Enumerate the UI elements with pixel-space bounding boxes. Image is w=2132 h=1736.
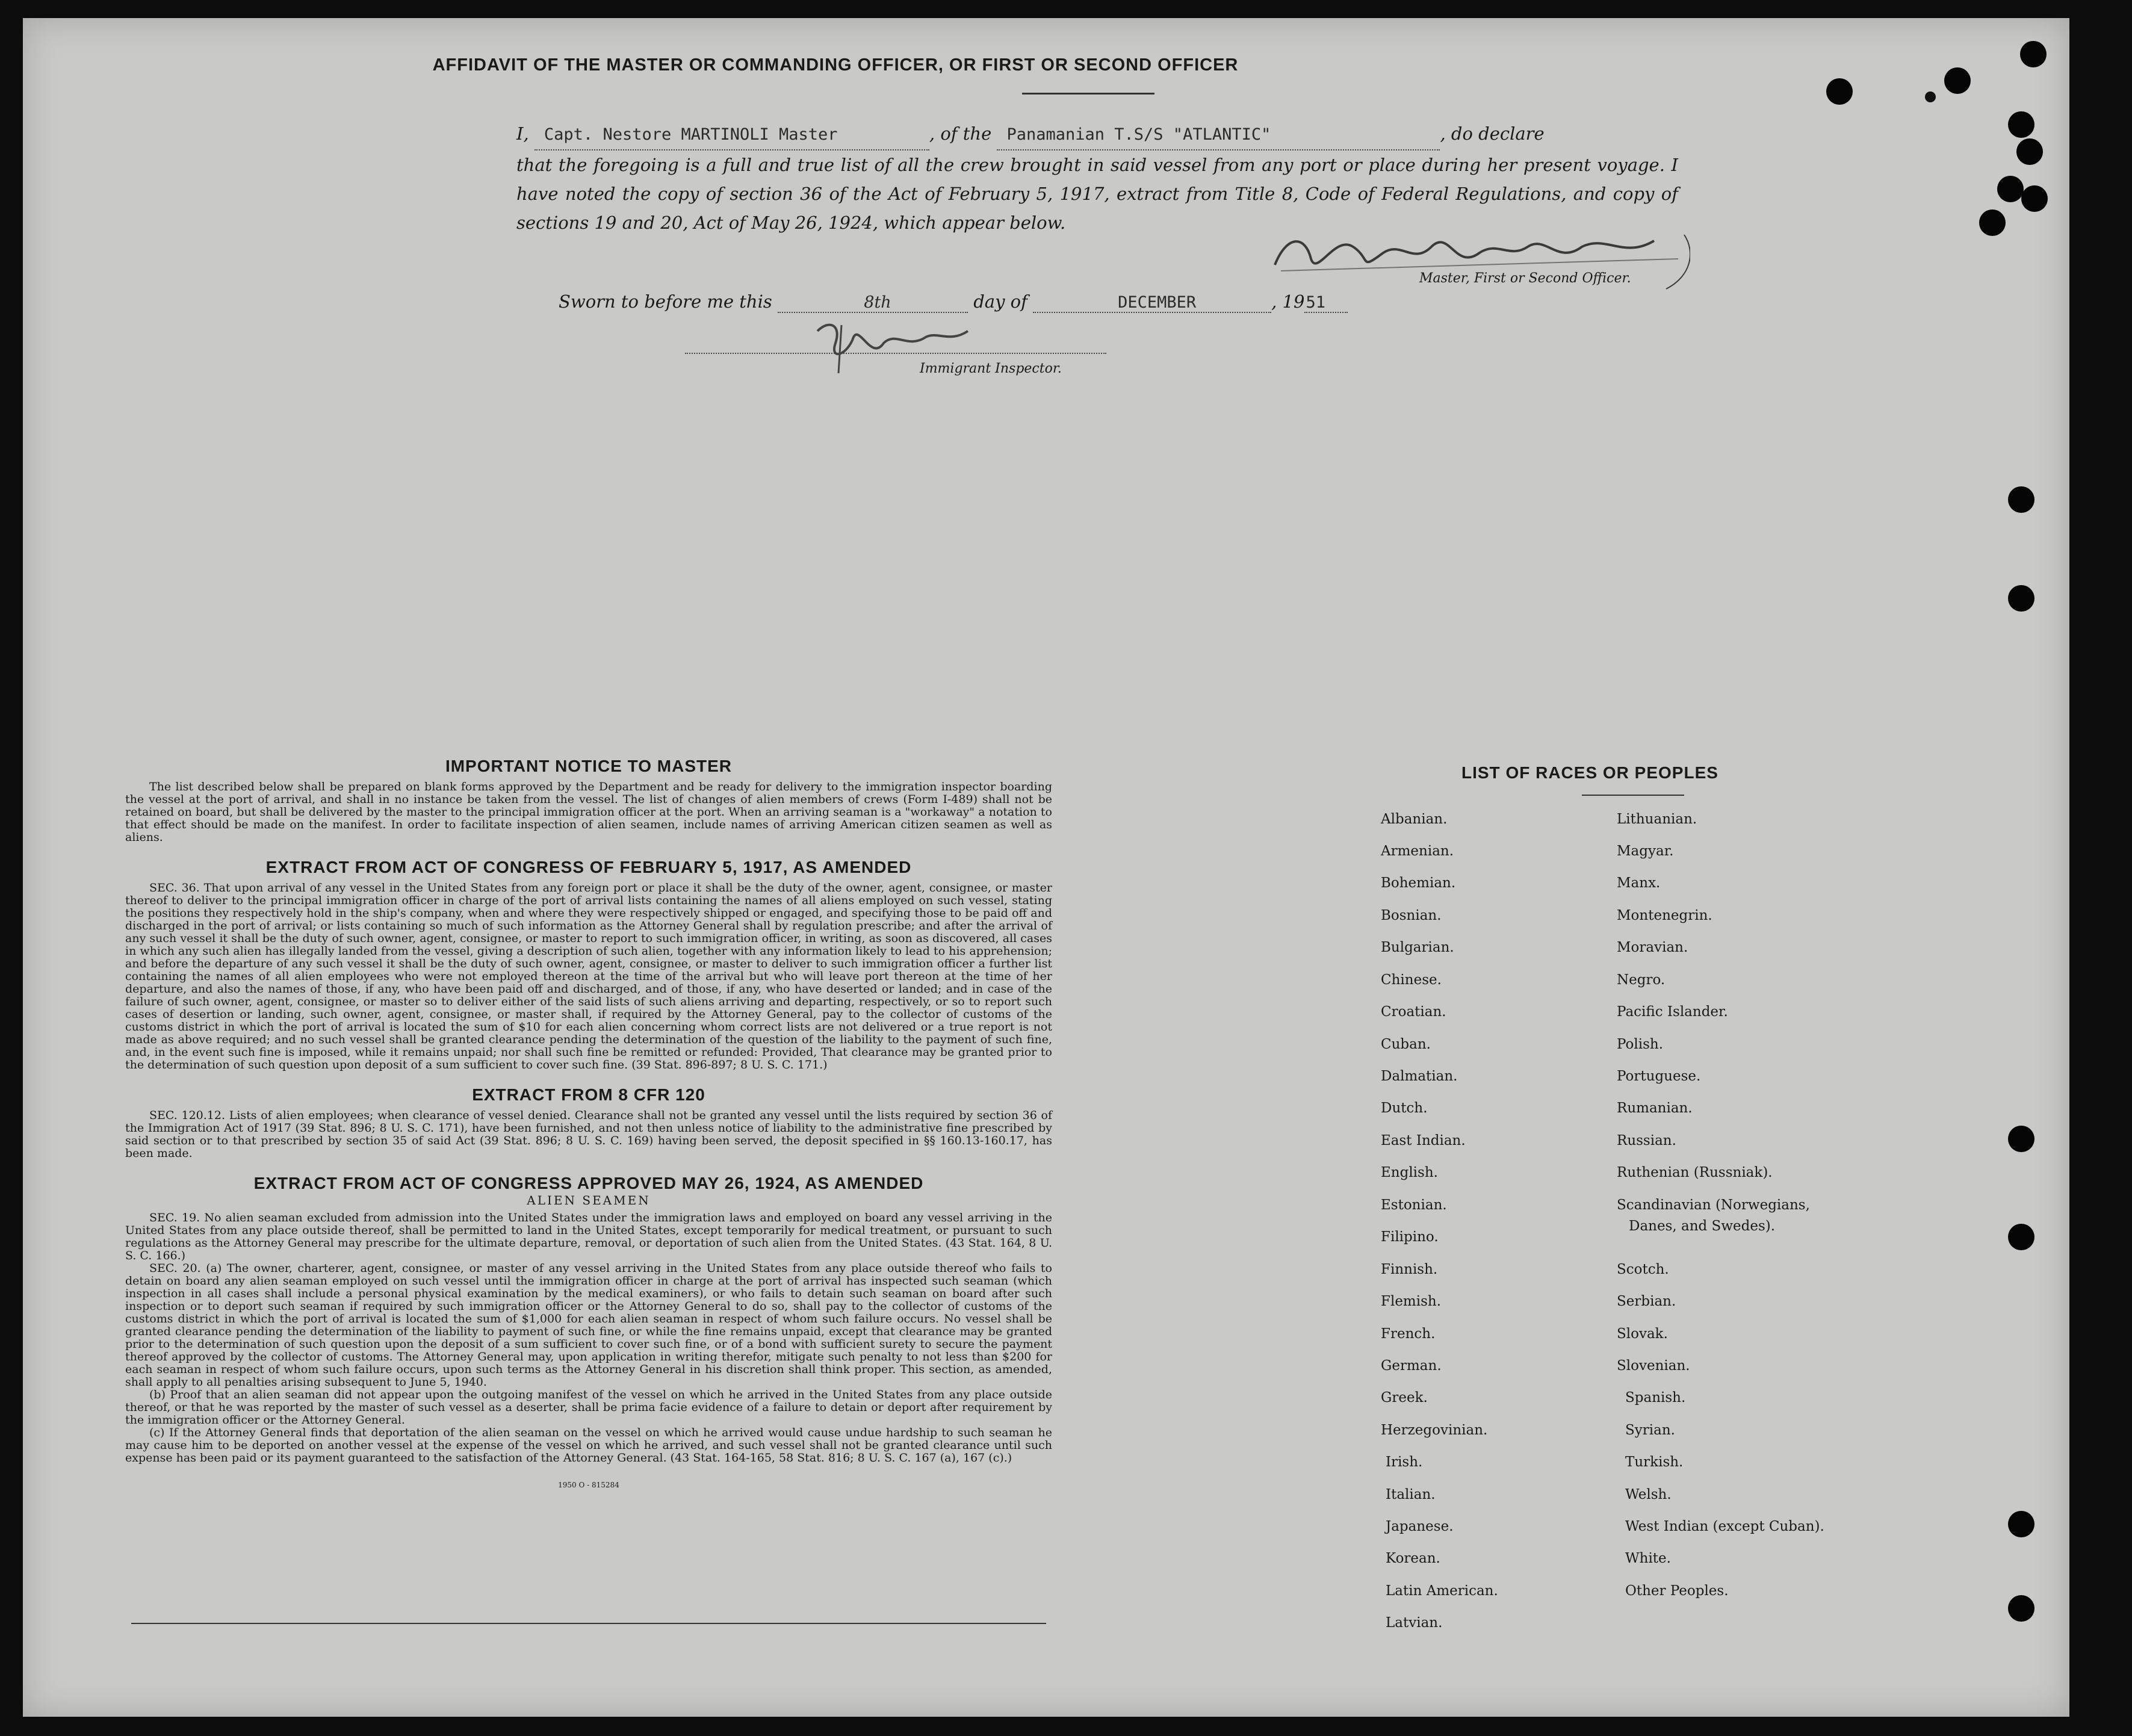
punch-hole [2008,1126,2034,1152]
inspector-caption: Immigrant Inspector. [920,361,1062,376]
race-item: Danes, and Swedes). [1629,1218,1776,1234]
race-item: East Indian. [1381,1133,1466,1149]
race-item: Scandinavian (Norwegians, [1617,1197,1810,1213]
punch-hole [2008,585,2034,612]
race-item: Ruthenian (Russniak). [1617,1165,1773,1180]
race-item: Lithuanian. [1617,811,1697,827]
race-item: Cuban. [1381,1037,1431,1052]
race-item: Rumanian. [1617,1100,1693,1116]
race-item: Magyar. [1617,843,1674,859]
race-item: Greek. [1381,1390,1428,1406]
document-page [23,18,2069,1717]
race-item: Spanish. [1625,1390,1686,1406]
race-item: Welsh. [1625,1487,1672,1502]
extract2-text: SEC. 120.12. Lists of alien employees; when clearance of vessel denied. Clearance shall not be granted any vessel until the lists required by section 36 of the Immigration Act of 1917 (39 Stat. 896; 8 U. S. C. 171), have been furnished, and not then unless notice of liability to the administrative fine prescribed by said section or to that prescribed by section 35 of said Act (39 Stat. 896; 8 U. S. C. 169) having been served, the deposit specified in §§ 160.13-160.17, has been made. [125,1109,1052,1160]
punch-hole [2008,486,2034,513]
race-item: French. [1381,1326,1436,1342]
race-item: Croatian. [1381,1004,1446,1020]
extract3-para: SEC. 20. (a) The owner, charterer, agent, consignee, or master of any vessel arriving in the United States from any place outside thereof who fails to detain on board any alien seaman employed on such vessel until the immigration officer in charge at the port of arrival has inspected such seaman (which inspection in all cases shall include a personal physical examination by the medical examiners), or who fails to detain such seaman on board after such inspection or to deport such seaman if required by such immigration officer or the Attorney General to do so, shall pay to the collector of customs of the customs district in which the port of arrival is located the sum of $1,000 for each alien seaman in respect of whom such failure occurs. No vessel shall be granted clearance pending the determination of the liability to payment of such fine, or while the fine remains unpaid, except that clearance may be granted prior to the determination of such question upon the deposit of a sum sufficient to cover such fine, or of a bond with sufficient surety to secure the payment thereof approved by the collector of customs. The Attorney General may, upon application in writing therefor, mitigate such penalty to not less than $200 for each seaman in respect of whom such failure occurs, upon such terms as the Attorney General in his discretion shall think proper. This section, as amended, shall apply to all penalties arising subsequent to June 5, 1940. [125,1262,1052,1389]
race-item: Negro. [1617,972,1666,988]
bottom-rule [131,1623,1046,1624]
races-title: LIST OF RACES OR PEOPLES [1461,763,1718,782]
extract3-para: (b) Proof that an alien seaman did not appear upon the outgoing manifest of the vessel on which he arrived in the United States from any place outside thereof, or that he was reported by the master of such vessel as a deserter, shall be prima facie evidence of a failure to detain or deport after requirement by the immigration officer or the Attorney General. [125,1388,1052,1427]
extract3-para: (c) If the Attorney General finds that deportation of the alien seaman on the vessel on which he arrived would cause undue hardship to such seaman he may cause him to be deported on another vessel at the expense of the vessel on which he arrived, and such vessel shall not be granted clearance until such expense has been paid or its payment guaranteed to the satisfaction of the Attorney General. (43 Stat. 164-165, 58 Stat. 816; 8 U. S. C. 167 (a), 167 (c).) [125,1426,1052,1465]
of-the-label: , of the [929,123,992,144]
race-item: Manx. [1617,875,1661,891]
race-item: Korean. [1386,1551,1440,1566]
notice-text: The list described below shall be prepared on blank forms approved by the Department and be ready for delivery to the immigration inspector boarding the vessel at the port of arrival, and shall in no instance be taken from the vessel. The list of changes of alien members of crews (Form I-489) shall not be retained on board, but shall be delivered by the master to the principal immigration officer at the port. When an arriving seaman is a "workaway" a notation to that effect should be made on the manifest. In order to facilitate inspection of alien seamen, include names of arriving American citizen seamen as well as aliens. [125,780,1052,844]
race-item: Italian. [1386,1487,1436,1502]
race-item: Armenian. [1381,843,1454,859]
inspector-rule [685,353,1106,354]
race-item: Slovak. [1617,1326,1668,1342]
race-item: Bohemian. [1381,875,1456,891]
race-item: Estonian. [1381,1197,1447,1213]
race-item: English. [1381,1165,1438,1180]
punch-hole [1944,67,1971,94]
race-item: Irish. [1386,1454,1423,1470]
race-item: Syrian. [1625,1422,1675,1438]
extract3-title: EXTRACT FROM ACT OF CONGRESS APPROVED MAY 26, 1924, AS AMENDED [253,1174,924,1192]
race-item: White. [1625,1551,1671,1566]
race-item: Serbian. [1617,1294,1676,1309]
race-item: Bosnian. [1381,908,1442,923]
race-item: Latvian. [1386,1615,1443,1631]
extract3-subtitle: ALIEN SEAMEN [527,1193,651,1207]
do-declare-label: , do declare [1440,123,1545,144]
race-item: Herzegovinian. [1381,1422,1488,1438]
race-item: German. [1381,1358,1442,1374]
race-item: Turkish. [1625,1454,1684,1470]
punch-hole [2008,1224,2034,1250]
race-item: Dutch. [1381,1100,1428,1116]
master-caption: Master, First or Second Officer. [1419,271,1631,286]
punch-hole [2021,185,2048,212]
race-item: Albanian. [1381,811,1448,827]
race-item: Pacific Islander. [1617,1004,1728,1020]
race-item: Russian. [1617,1133,1676,1149]
race-item: Dalmatian. [1381,1068,1458,1084]
punch-hole [2016,138,2043,165]
year-prefix: , 19 [1271,291,1305,312]
races-rule [1582,795,1684,796]
race-item: Finnish. [1381,1262,1438,1277]
day-of-label: day of [973,291,1027,312]
extract1-title: EXTRACT FROM ACT OF CONGRESS OF FEBRUARY 5, 1917, AS AMENDED [265,858,912,876]
heading-rule [1022,93,1154,95]
punch-hole [2008,1511,2034,1537]
race-item: Filipino. [1381,1229,1439,1245]
punch-hole [2008,111,2034,138]
punch-hole [2008,1595,2034,1622]
race-item: Polish. [1617,1037,1664,1052]
declaration-body: that the foregoing is a full and true list of all the crew brought in said vessel from any port or place during her present voyage. I have noted the copy of section 36 of the Act of February 5, 1917, extract from Title 8, Code of Federal Regulations, and copy of sections 19 and 20, Act of May 26, 1924, which appear below. [516,155,1678,233]
notice-column [125,757,1052,1492]
race-item: Flemish. [1381,1294,1442,1309]
ink-speck [1925,91,1936,102]
notice-title: IMPORTANT NOTICE TO MASTER [445,757,733,775]
race-item: Slovenian. [1617,1358,1690,1374]
race-item: Chinese. [1381,972,1442,988]
sworn-day-field[interactable]: 8th [778,293,968,313]
race-item: West Indian (except Cuban). [1625,1519,1824,1534]
punch-hole [2020,41,2047,67]
race-item: Bulgarian. [1381,940,1454,955]
race-item: Moravian. [1617,940,1688,955]
extract1-text: SEC. 36. That upon arrival of any vessel in the United States from any foreign port or place it shall be the duty of the owner, agent, consignee, or master thereof to deliver to the principal immigration officer in charge of the port of arrival lists containing the names of all aliens employed on such vessel, stating the positions they respectively hold in the ship's company, when and where they were respectively shipped or engaged, and specifying those to be paid off and discharged in the port of arrival; or lists containing so much of such information as the Attorney General shall by regulation prescribe; and after the arrival of any such vessel it shall be the duty of such owner, agent, consignee, or master to report to such immigration officer, in writing, as soon as discovered, all cases in which any such alien has illegally landed from the vessel, giving a description of such alien, together with any information likely to lead to his apprehension; and before the departure of any such vessel it shall be the duty of such owner, agent, consignee, or master to deliver to such immigration officer a further list containing the names of all alien employees who were not employed thereon at the time of the arrival but who will leave port thereon at the time of her departure, and also the names of those, if any, who have been paid off and discharged, and of those, if any, who have deserted or landed; and in case of the failure of such owner, agent, consignee, or master so to deliver either of the said lists of such aliens arriving and departing, respectively, or so to report such cases of desertion or landing, such owner, agent, consignee, or master shall, if required by the Attorney General, pay to the collector of customs of the customs district in which the port of arrival is located the sum of $10 for each alien concerning whom correct lists are not delivered or a true report is not made as above required; and no such vessel shall be granted clearance pending the determination of the question of the liability to the payment of such fine, and, in the event such fine is imposed, while it remains unpaid; nor shall such fine be remitted or refunded: Provided, That clearance may be granted prior to the determination of such question upon deposit of a sum sufficient to cover such fine. (39 Stat. 896-897; 8 U. S. C. 171.) [125,881,1052,1071]
extract3-para: SEC. 19. No alien seaman excluded from admission into the United States under the immigration laws and employed on board any vessel arriving in the United States from any place outside thereof, shall be permitted to land in the United States, except temporarily for medical treatment, or pursuant to such regulations as the Attorney General may prescribe for the ultimate departure, removal, or deportation of such alien from the United States. (43 Stat. 164, 8 U. S. C. 166.) [125,1211,1052,1262]
punch-hole [1979,209,2006,236]
affidavit-heading: AFFIDAVIT OF THE MASTER OR COMMANDING OFFICER, OR FIRST OR SECOND OFFICER [432,55,1239,75]
race-item: Japanese. [1386,1519,1454,1534]
race-item: Montenegrin. [1617,908,1712,923]
race-item: Portuguese. [1617,1068,1701,1084]
print-code: 1950 O - 815284 [558,1481,619,1489]
sworn-month-field[interactable]: DECEMBER [1033,293,1271,313]
extract2-title: EXTRACT FROM 8 CFR 120 [472,1085,705,1104]
punch-hole [1997,176,2024,202]
master-name-field[interactable]: Capt. Nestore MARTINOLI Master [535,120,929,150]
race-item: Other Peoples. [1625,1583,1729,1599]
race-item: Scotch. [1617,1262,1669,1277]
race-item: Latin American. [1386,1583,1498,1599]
sworn-prefix: Sworn to before me this [559,291,772,312]
punch-hole [1826,78,1853,105]
pronoun: I, [516,123,529,144]
vessel-name-field[interactable]: Panamanian T.S/S "ATLANTIC" [997,120,1440,150]
sworn-year-field[interactable]: 51 [1304,293,1348,313]
